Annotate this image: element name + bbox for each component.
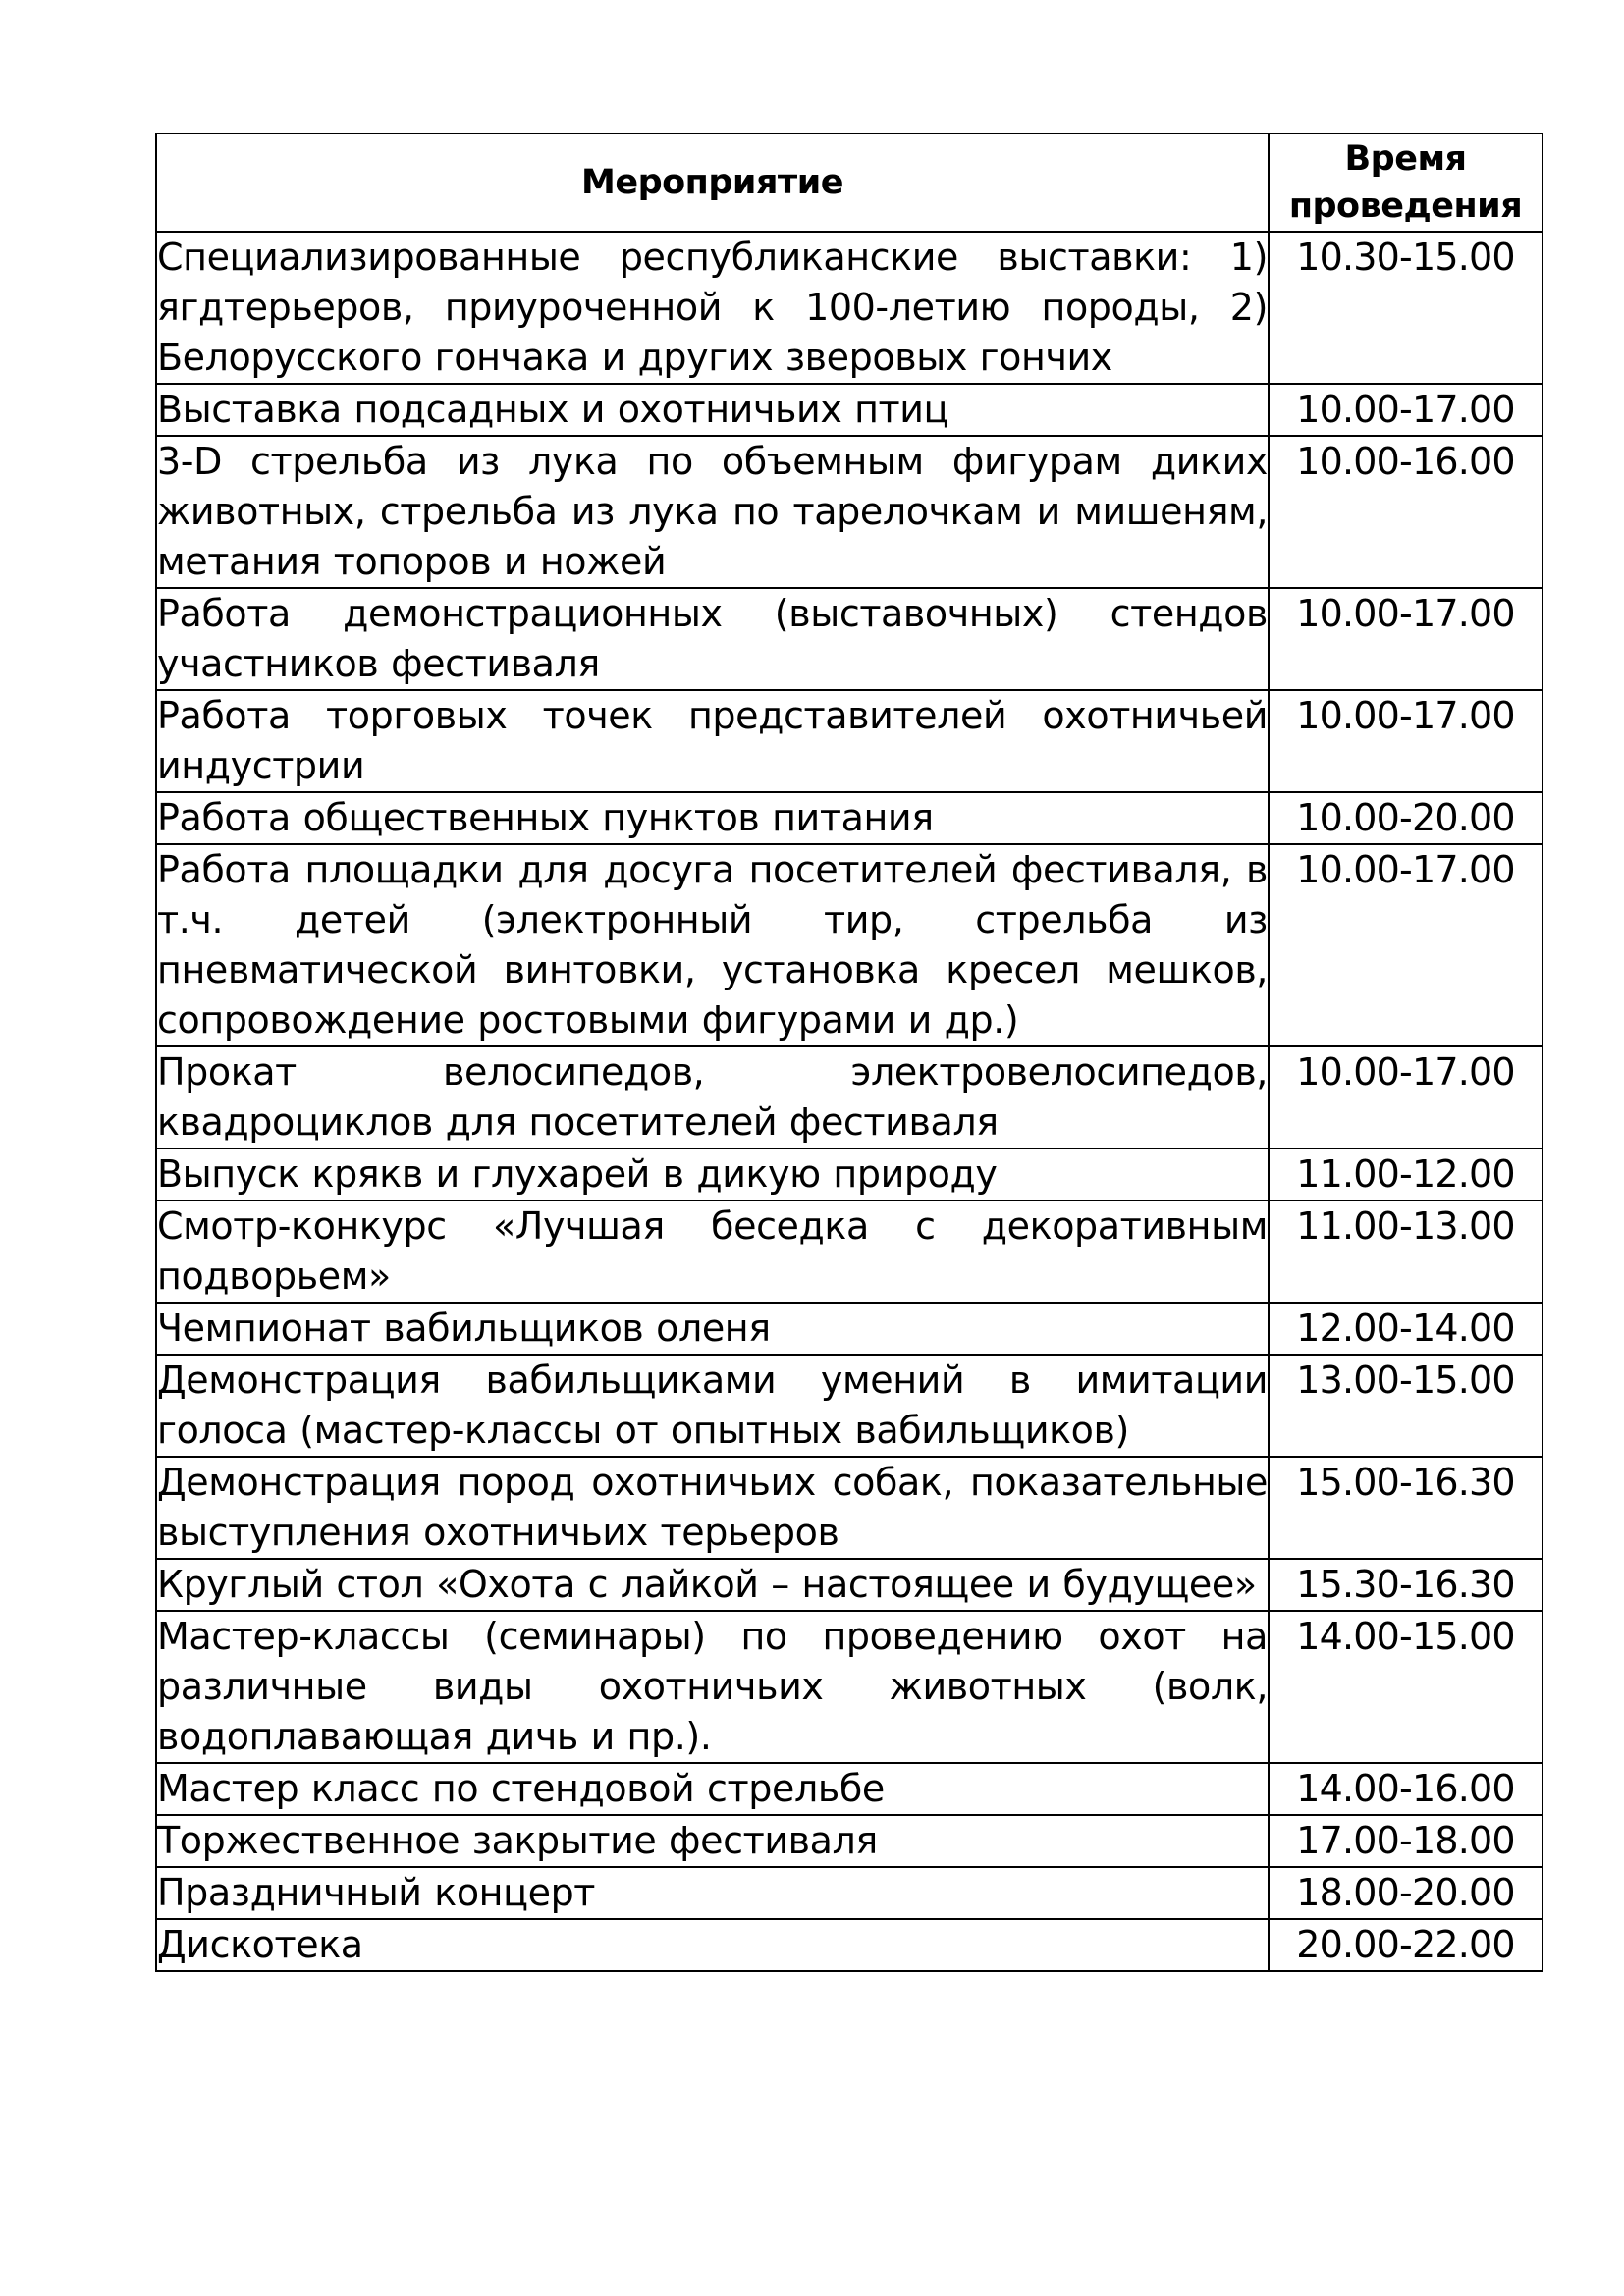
event-cell: 3-D стрельба из лука по объемным фигурам диких животных, стрельба из лука по тарелочкам и мишеням, метания топоров и ножей <box>156 436 1269 588</box>
event-cell: Демонстрация пород охотничьих собак, показательные выступления охотничьих терьеров <box>156 1457 1269 1559</box>
table-row <box>156 1201 1543 1303</box>
event-cell: Дискотека <box>156 1919 1269 1971</box>
header-time-line1: Время <box>1344 139 1467 179</box>
time-cell: 10.30-15.00 <box>1269 232 1543 384</box>
time-cell: 10.00-17.00 <box>1269 588 1543 690</box>
time-cell: 15.30-16.30 <box>1269 1559 1543 1611</box>
header-event: Мероприятие <box>156 133 1269 232</box>
event-cell: Праздничный концерт <box>156 1867 1269 1919</box>
time-cell: 20.00-22.00 <box>1269 1919 1543 1971</box>
event-cell: Выпуск крякв и глухарей в дикую природу <box>156 1148 1269 1201</box>
time-cell: 18.00-20.00 <box>1269 1867 1543 1919</box>
event-cell: Прокат велосипедов, электровелосипедов, квадроциклов для посетителей фестиваля <box>156 1046 1269 1148</box>
event-cell: Мастер-классы (семинары) по проведению охот на различные виды охотничьих животных (волк, водоплавающая дичь и пр.). <box>156 1611 1269 1763</box>
time-cell: 14.00-16.00 <box>1269 1763 1543 1815</box>
table-header-row <box>156 133 1543 232</box>
event-cell: Работа общественных пунктов питания <box>156 792 1269 844</box>
schedule-table <box>155 133 1543 1972</box>
table-row <box>156 1457 1543 1559</box>
header-time-line2: проведения <box>1288 187 1523 226</box>
table-row <box>156 844 1543 1046</box>
table-row <box>156 1867 1543 1919</box>
table-row <box>156 1815 1543 1867</box>
table-row <box>156 1303 1543 1355</box>
event-cell: Демонстрация вабильщиками умений в имитации голоса (мастер-классы от опытных вабильщиков) <box>156 1355 1269 1457</box>
time-cell: 10.00-17.00 <box>1269 1046 1543 1148</box>
time-cell: 13.00-15.00 <box>1269 1355 1543 1457</box>
time-cell: 11.00-12.00 <box>1269 1148 1543 1201</box>
table-row <box>156 1763 1543 1815</box>
table-row <box>156 792 1543 844</box>
event-cell: Специализированные республиканские выставки: 1) ягдтерьеров, приуроченной к 100-летию породы, 2) Белорусского гончака и других зверовых гончих <box>156 232 1269 384</box>
table-row <box>156 436 1543 588</box>
time-cell: 17.00-18.00 <box>1269 1815 1543 1867</box>
table-row <box>156 1559 1543 1611</box>
table-row <box>156 1355 1543 1457</box>
time-cell: 10.00-17.00 <box>1269 384 1543 436</box>
time-cell: 10.00-17.00 <box>1269 690 1543 792</box>
event-cell: Торжественное закрытие фестиваля <box>156 1815 1269 1867</box>
table-row <box>156 690 1543 792</box>
table-row <box>156 1046 1543 1148</box>
time-cell: 10.00-16.00 <box>1269 436 1543 588</box>
event-cell: Чемпионат вабильщиков оленя <box>156 1303 1269 1355</box>
table-row <box>156 232 1543 384</box>
event-cell: Работа торговых точек представителей охотничьей индустрии <box>156 690 1269 792</box>
event-cell: Выставка подсадных и охотничьих птиц <box>156 384 1269 436</box>
time-cell: 11.00-13.00 <box>1269 1201 1543 1303</box>
table-row <box>156 1148 1543 1201</box>
event-cell: Мастер класс по стендовой стрельбе <box>156 1763 1269 1815</box>
table-row <box>156 588 1543 690</box>
table-row <box>156 1611 1543 1763</box>
time-cell: 15.00-16.30 <box>1269 1457 1543 1559</box>
table-row <box>156 1919 1543 1971</box>
header-time <box>1269 133 1543 232</box>
time-cell: 14.00-15.00 <box>1269 1611 1543 1763</box>
event-cell: Работа демонстрационных (выставочных) стендов участников фестиваля <box>156 588 1269 690</box>
event-cell: Смотр-конкурс «Лучшая беседка с декоративным подворьем» <box>156 1201 1269 1303</box>
time-cell: 12.00-14.00 <box>1269 1303 1543 1355</box>
event-cell: Работа площадки для досуга посетителей фестиваля, в т.ч. детей (электронный тир, стрельба из пневматической винтовки, установка кресел мешков, сопровождение ростовыми фигурами и др.) <box>156 844 1269 1046</box>
event-cell: Круглый стол «Охота с лайкой – настоящее и будущее» <box>156 1559 1269 1611</box>
time-cell: 10.00-20.00 <box>1269 792 1543 844</box>
time-cell: 10.00-17.00 <box>1269 844 1543 1046</box>
table-row <box>156 384 1543 436</box>
